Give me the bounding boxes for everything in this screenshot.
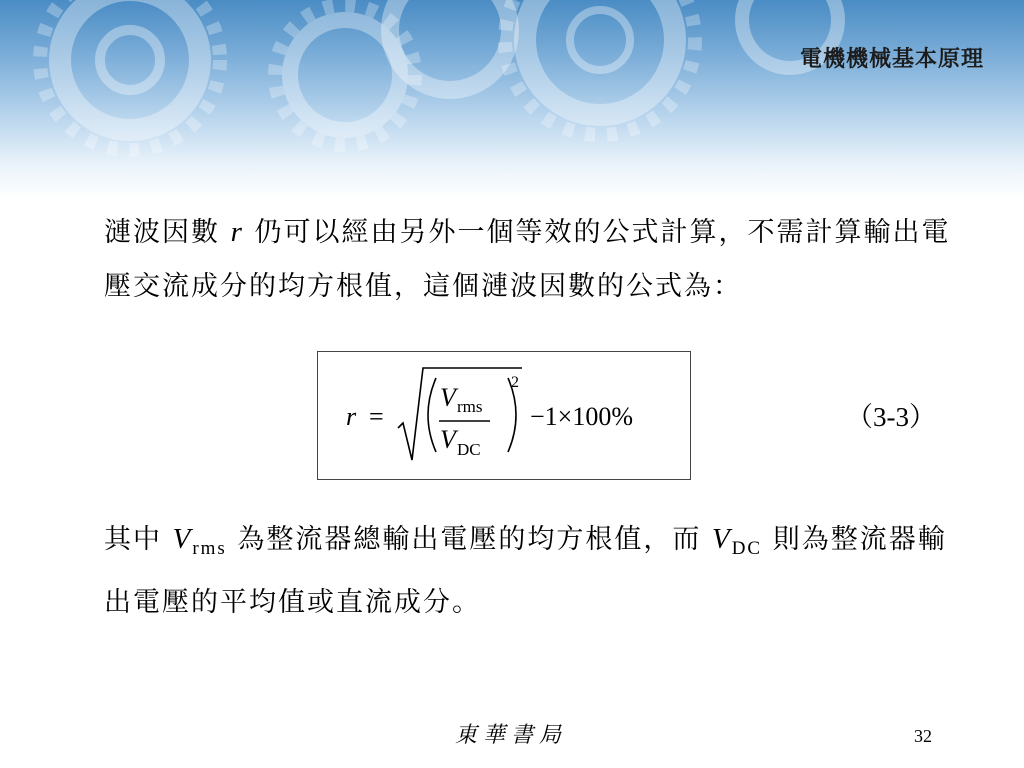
variable-r: r [230, 216, 244, 248]
subscript-dc: DC [731, 538, 763, 559]
page-number: 32 [914, 726, 932, 746]
subscript-rms: rms [192, 538, 227, 559]
variable-v-rms: V [172, 523, 193, 555]
formula-lhs: r [346, 402, 357, 431]
formula-equals: = [369, 402, 384, 431]
paragraph-ripple-factor [104, 205, 954, 314]
paragraph-text: 漣波因數 [104, 217, 231, 248]
paragraph-text: 為整流器總輸出電壓的均方根值，而 [226, 524, 712, 555]
gears-background-image [0, 0, 1024, 200]
paragraph-text: 其中 [104, 524, 173, 555]
denominator-var: V [440, 425, 456, 454]
left-paren [428, 378, 436, 452]
denominator-sub: DC [457, 440, 481, 459]
numerator-sub: rms [457, 397, 483, 416]
course-title: 電機機械基本原理 [799, 47, 984, 72]
exponent: 2 [511, 374, 519, 391]
paragraph-text: 則為整流器輸出電壓的平均值或直流成分。 [104, 524, 947, 618]
equation-number: （3-3） [846, 402, 936, 432]
ripple-factor-formula [318, 352, 690, 479]
formula-tail: −1×100% [530, 402, 633, 431]
paragraph-definitions [104, 512, 954, 630]
paragraph-text: 仍可以經由另外一個等效的公式計算，不需計算輸出電壓交流成分的均方根值，這個漣波因數的公式為： [104, 217, 951, 302]
header-banner [0, 0, 1024, 200]
publisher-name: 東華書局 [455, 723, 568, 748]
numerator-var: V [440, 383, 456, 412]
variable-v-dc: V [711, 523, 732, 555]
formula-box [317, 351, 691, 480]
